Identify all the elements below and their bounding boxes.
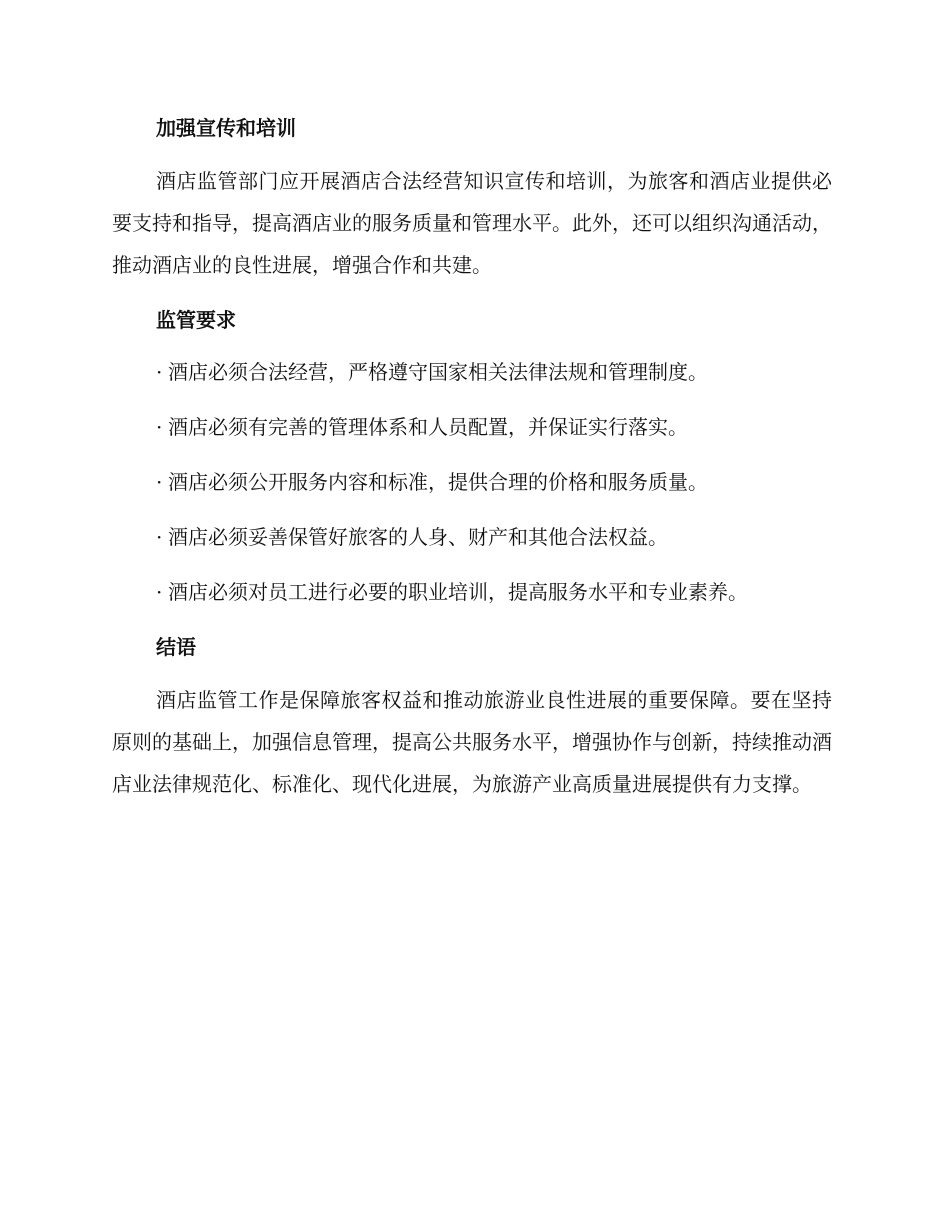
requirement-item-text: 酒店必须对员工进行必要的职业培训，提高服务水平和专业素养。 [168,580,748,604]
bullet-dot-icon: · [156,525,163,549]
requirement-item-text: 酒店必须有完善的管理体系和人员配置，并保证实行落实。 [168,415,688,439]
bullet-dot-icon: · [156,580,163,604]
bullet-dot-icon: · [156,360,163,384]
requirement-item [112,462,832,502]
requirement-item [112,572,832,612]
requirement-item [112,352,832,392]
bullet-dot-icon: · [156,470,163,494]
bullet-dot-icon: · [156,415,163,439]
requirement-item-text: 酒店必须公开服务内容和标准，提供合理的价格和服务质量。 [168,470,708,494]
requirement-item [112,407,832,447]
requirement-item [112,517,832,557]
section-paragraph-conclusion: 酒店监管工作是保障旅客权益和推动旅游业良性进展的重要保障。要在坚持原则的基础上，加强信息管理，提高公共服务水平，增强协作与创新，持续推动酒店业法律规范化、标准化、现代化进展，为旅游产业高质量进展提供有力支撑。 [112,688,832,796]
document-page [112,108,832,805]
section-heading-promotion-training: 加强宣传和培训 [156,116,296,140]
section-heading-conclusion: 结语 [156,635,196,659]
section-heading-requirements: 监管要求 [156,308,236,332]
section-paragraph-promotion-training: 酒店监管部门应开展酒店合法经营知识宣传和培训，为旅客和酒店业提供必要支持和指导，提高酒店业的服务质量和管理水平。此外，还可以组织沟通活动，推动酒店业的良性进展，增强合作和共建。 [112,169,832,277]
requirement-item-text: 酒店必须合法经营，严格遵守国家相关法律法规和管理制度。 [168,360,708,384]
requirement-item-text: 酒店必须妥善保管好旅客的人身、财产和其他合法权益。 [168,525,668,549]
